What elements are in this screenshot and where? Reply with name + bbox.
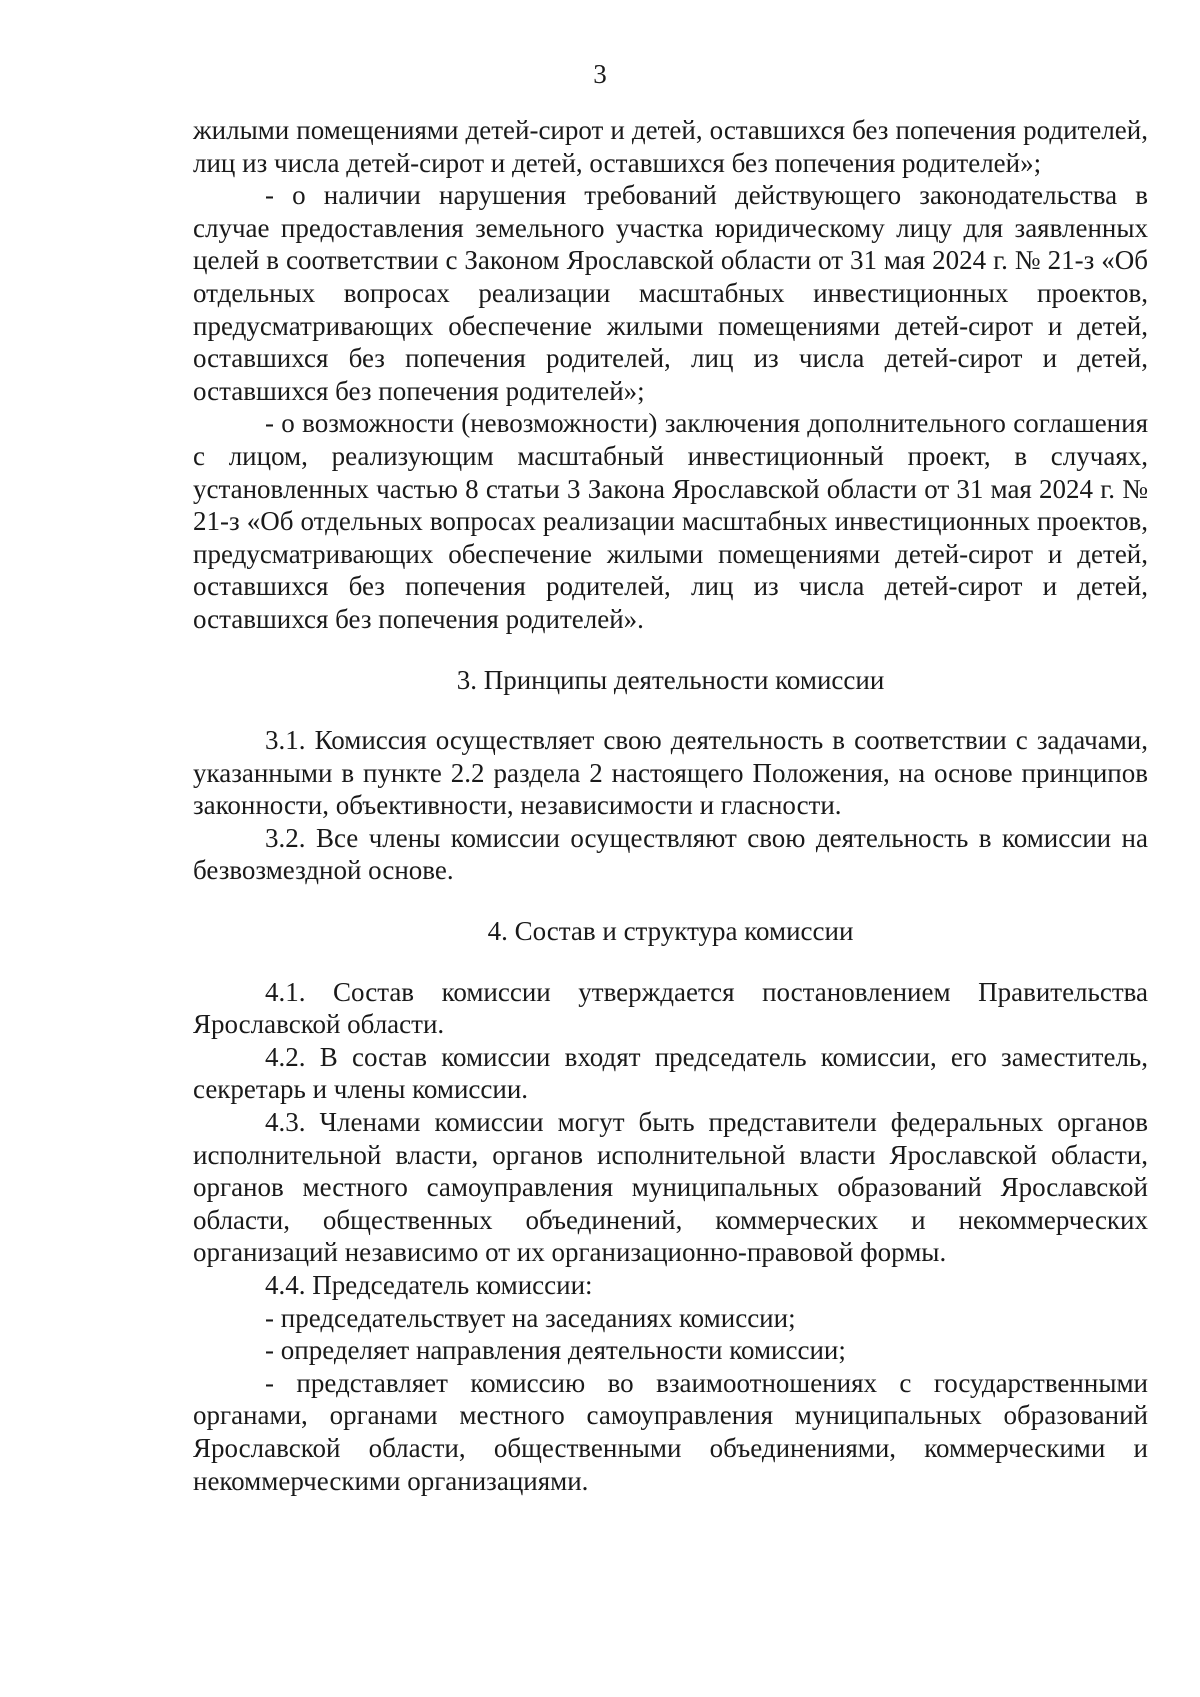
paragraph-4-1: 4.1. Состав комиссии утверждается постановлением Правительства Ярославской области. xyxy=(193,976,1148,1040)
list-item-violation: - о наличии нарушения требований действующего законодательства в случае предоставления земельного участка юридическому лицу для заявленных целей в соответствии с Законом Ярославской области от 31 мая 2024 г. № 21-з «Об отдельных вопросах реализации масштабных инвестиционных проектов, предусматривающих обеспечение жилыми помещениями детей-сирот и детей, оставшихся без попечения родителей, лиц из числа детей-сирот и детей, оставшихся без попечения родителей»; xyxy=(193,180,1148,406)
list-item-represents: - представляет комиссию во взаимоотношениях с государственными органами, органами местного самоуправления муниципальных образований Ярославской области, общественными объединениями, коммерческими и некоммерческими организациями. xyxy=(193,1367,1148,1496)
paragraph-4-2: 4.2. В состав комиссии входят председатель комиссии, его заместитель, секретарь и члены комиссии. xyxy=(193,1041,1148,1105)
paragraph-4-3: 4.3. Членами комиссии могут быть представители федеральных органов исполнительной власти, органов исполнительной власти Ярославской области, органов местного самоуправления муниципальных образований Ярославской области, общественных объединений, коммерческих и некоммерческих организаций независимо от их организационно-правовой формы. xyxy=(193,1107,1148,1268)
list-item-agreement: - о возможности (невозможности) заключения дополнительного соглашения с лицом, реализующим масштабный инвестиционный проект, в случаях, установленных частью 8 статьи 3 Закона Ярославской области от 31 мая 2024 г. № 21-з «Об отдельных вопросах реализации масштабных инвестиционных проектов, предусматривающих обеспечение жилыми помещениями детей-сирот и детей, оставшихся без попечения родителей, лиц из числа детей-сирот и детей, оставшихся без попечения родителей». xyxy=(193,408,1148,634)
document-body xyxy=(193,114,1148,1497)
spacer xyxy=(193,696,1148,724)
paragraph-3-1: 3.1. Комиссия осуществляет свою деятельность в соответствии с задачами, указанными в пункте 2.2 раздела 2 настоящего Положения, на основе принципов законности, объективности, независимости и гласности. xyxy=(193,725,1148,821)
paragraph-3-2: 3.2. Все члены комиссии осуществляют свою деятельность в комиссии на безвозмездной основе. xyxy=(193,822,1148,886)
paragraph-continuation: жилыми помещениями детей-сирот и детей, оставшихся без попечения родителей, лиц из числа детей-сирот и детей, оставшихся без попечения родителей»; xyxy=(193,115,1148,178)
spacer xyxy=(193,948,1148,976)
list-item-directions: - определяет направления деятельности комиссии; xyxy=(265,1335,846,1366)
spacer xyxy=(193,887,1148,915)
section-heading-4: 4. Состав и структура комиссии xyxy=(487,916,854,947)
paragraph-4-4: 4.4. Председатель комиссии: xyxy=(265,1270,593,1300)
page-number: 3 xyxy=(593,59,607,89)
spacer xyxy=(193,636,1148,664)
list-item-chairs: - председательствует на заседаниях комиссии; xyxy=(265,1302,796,1333)
section-heading-3: 3. Принципы деятельности комиссии xyxy=(456,664,885,695)
